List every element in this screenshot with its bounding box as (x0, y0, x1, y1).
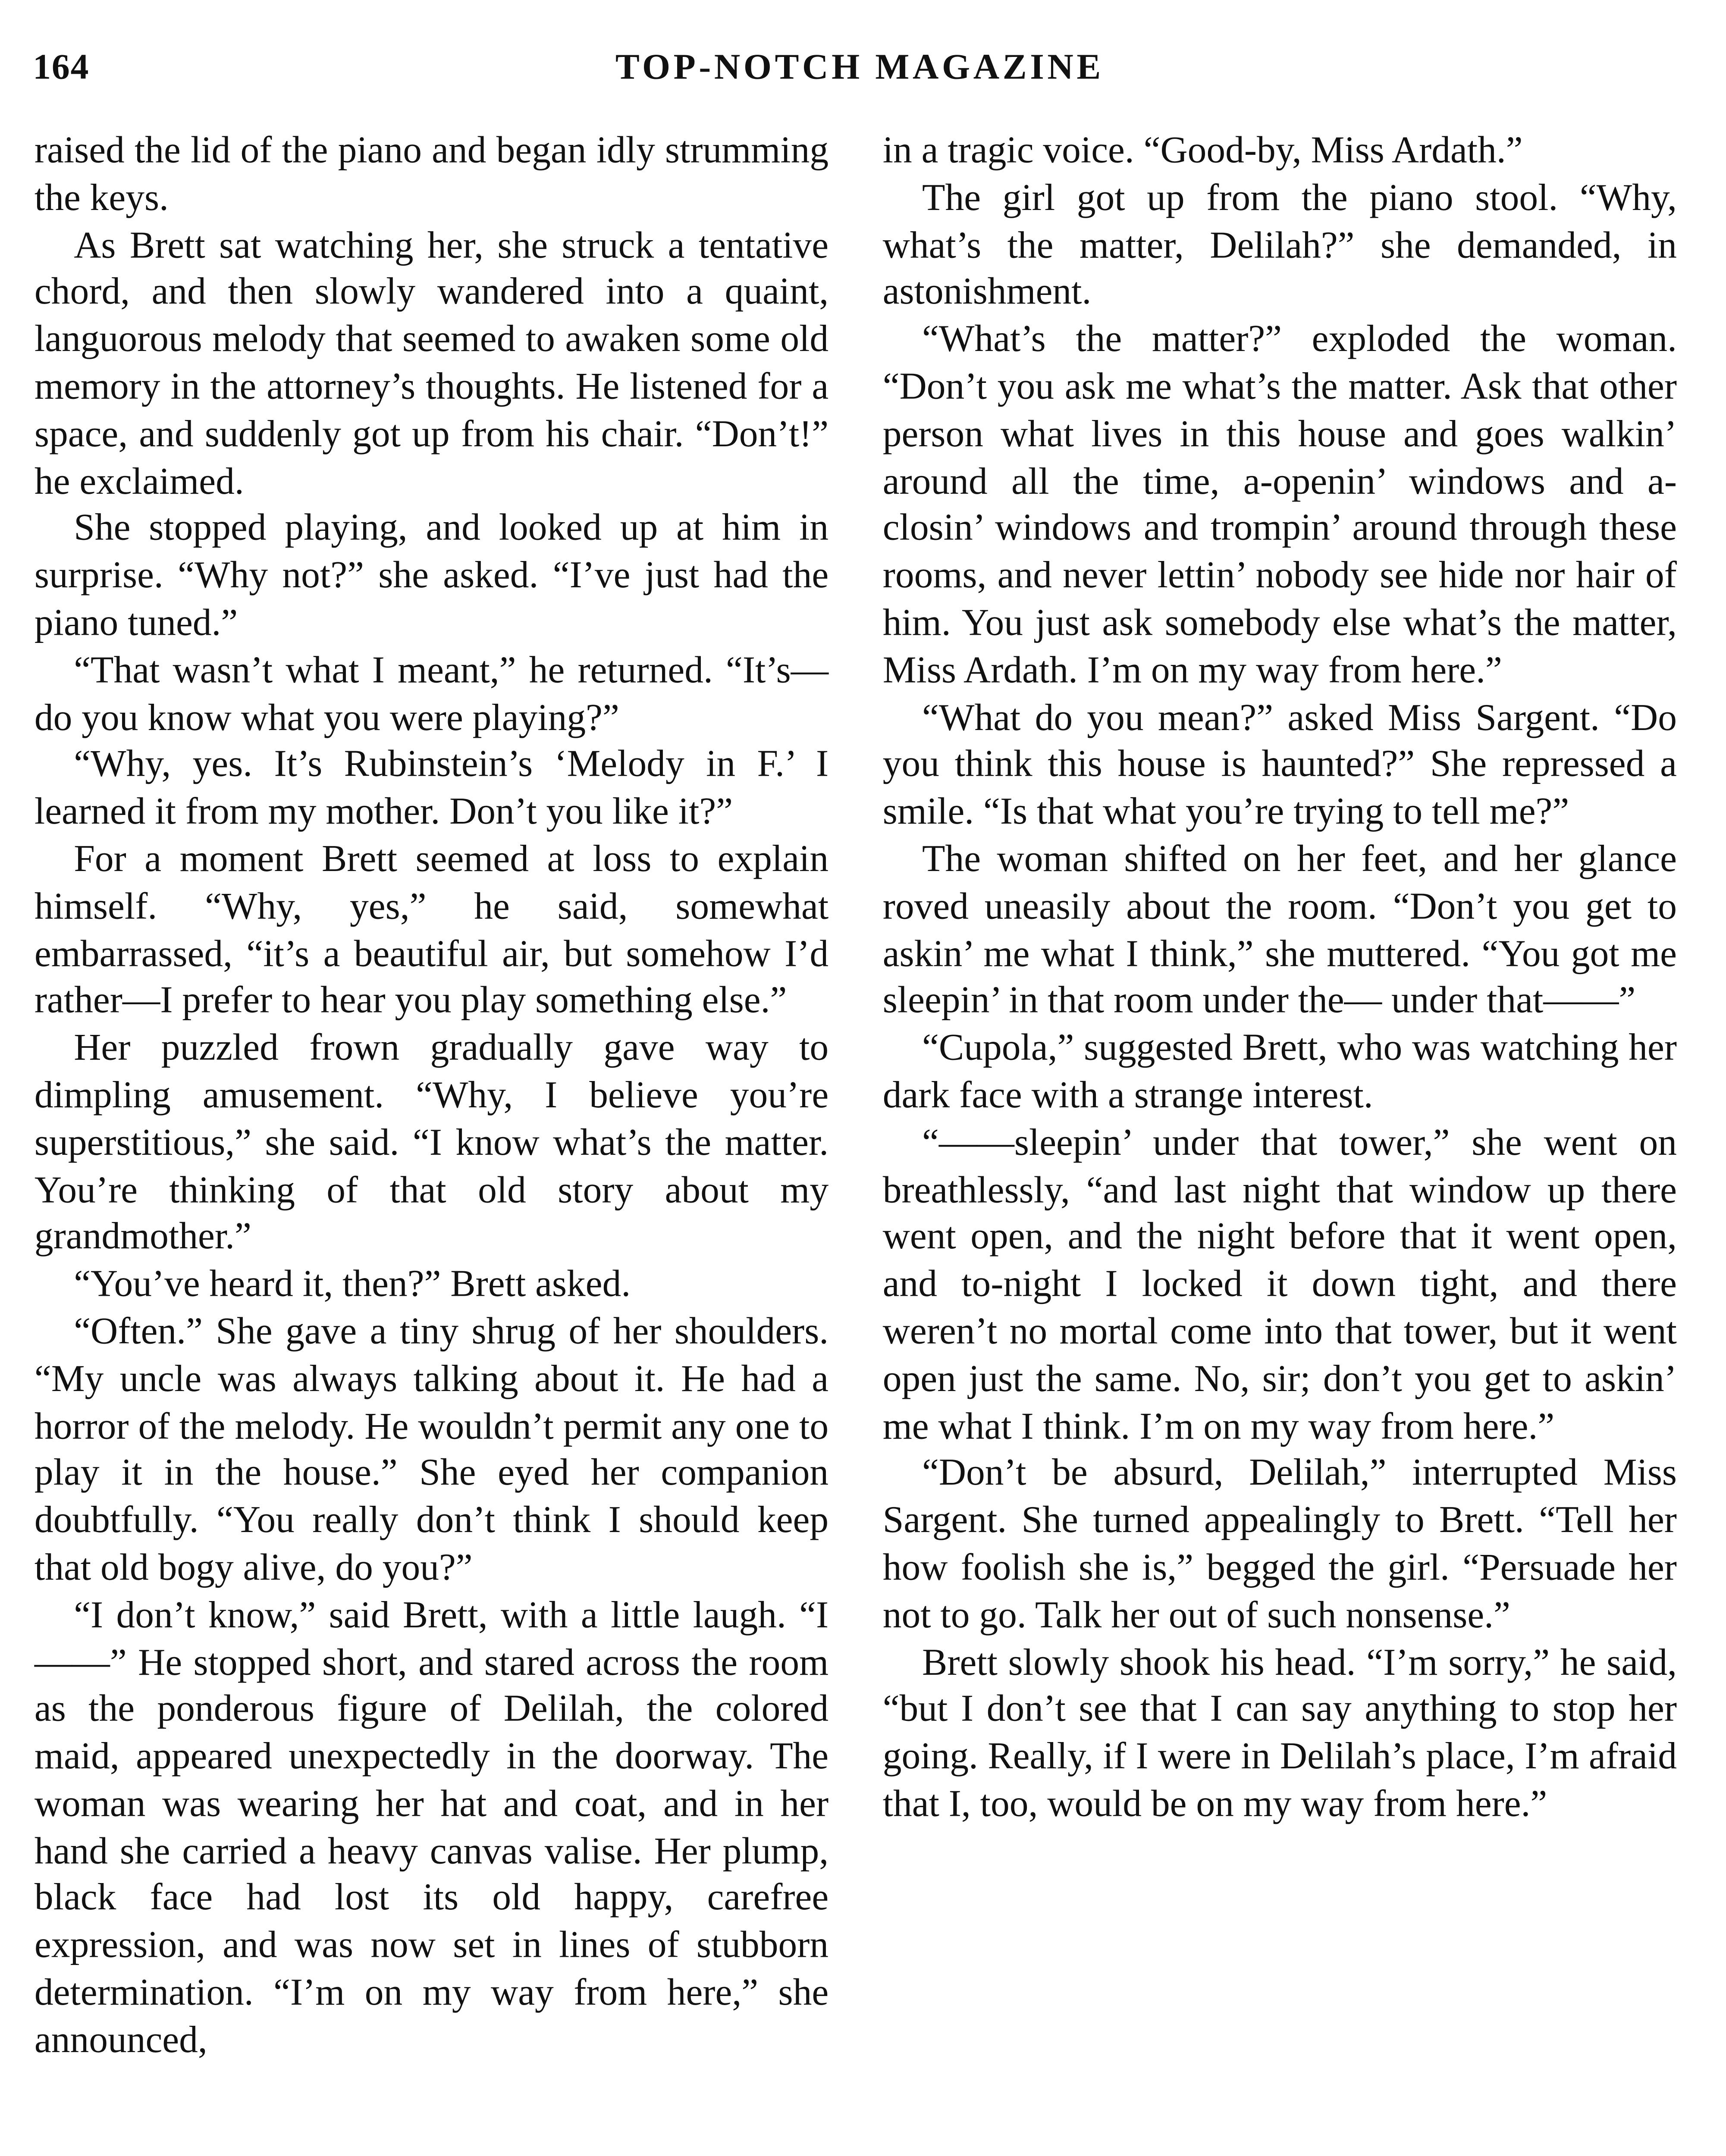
paragraph: Her puzzled frown gradually gave way to dimpling amusement. “Why, I believe you’re superstitious,” she said. “I know what’s the matter. You’re thinking of that old story about my grandmother.” (34, 1027, 829, 1257)
running-head: TOP-NOTCH MAGAZINE (615, 46, 1104, 87)
page-number: 164 (33, 46, 90, 87)
right-column (883, 128, 1677, 1829)
paragraph: “——sleepin’ under that tower,” she went on breathlessly, “and last night that window up there went open, and the night before that it went open, and to-night I locked it down tight, and there weren’t no mortal come into that tower, but it went open just the same. No, sir; don’t you get to askin’ me what I think. I’m on my way from here.” (882, 1122, 1677, 1446)
paragraph: The woman shifted on her feet, and her glance roved uneasily about the room. “Don’t you get to askin’ me what I think,” she muttered. “You got me sleepin’ in that room under the— under that——” (882, 838, 1677, 1021)
paragraph: “You’ve heard it, then?” Brett asked. (74, 1263, 631, 1304)
paragraph: She stopped playing, and looked up at him in surprise. “Why not?” she asked. “I’ve just had the piano tuned.” (34, 507, 829, 643)
paragraph: Brett slowly shook his head. “I’m sorry,” he said, “but I don’t see that I can say anything to stop her going. Really, if I were in Delilah’s place, I’m afraid that I, too, would be on my way from here.” (882, 1641, 1677, 1824)
paragraph: “Cupola,” suggested Brett, who was watching her dark face with a strange interest. (882, 1027, 1677, 1116)
paragraph: “Don’t be absurd, Delilah,” interrupted Miss Sargent. She turned appealingly to Brett. “Tell her how foolish she is,” begged the girl. “Persuade her not to go. Talk her out of such nonsense.” (882, 1452, 1677, 1635)
paragraph: “That wasn’t what I meant,” he returned. “It’s—do you know what you were playing?” (34, 649, 829, 738)
paragraph: raised the lid of the piano and began idly strumming the keys. (34, 129, 829, 218)
paragraph: “What’s the matter?” exploded the woman. “Don’t you ask me what’s the matter. Ask that other person what lives in this house and goes walkin’ around all the time, a-openin’ windows and a-closin’ windows and trompin’ around through these rooms, and never lettin’ nobody see hide nor hair of him. You just ask somebody else what’s the matter, Miss Ardath. I’m on my way from here.” (882, 318, 1677, 690)
paragraph: “Why, yes. It’s Rubinstein’s ‘Melody in F.’ I learned it from my mother. Don’t you like it?” (34, 743, 829, 832)
paragraph: The girl got up from the piano stool. “Why, what’s the matter, Delilah?” she demanded, in astonishment. (882, 177, 1677, 313)
left-column (35, 128, 828, 2065)
paragraph: As Brett sat watching her, she struck a tentative chord, and then slowly wandered into a quaint, languorous melody that seemed to awaken some old memory in the attorney’s thoughts. He listened for a space, and suddenly got up from his chair. “Don’t!” he exclaimed. (34, 224, 829, 501)
paragraph: For a moment Brett seemed at loss to explain himself. “Why, yes,” he said, somewhat embarrassed, “it’s a beautiful air, but somehow I’d rather—I prefer to hear you play something else.” (34, 838, 829, 1021)
paragraph: “I don’t know,” said Brett, with a little laugh. “I——” He stopped short, and stared across the room as the ponderous figure of Delilah, the colored maid, appeared unexpectedly in the doorway. The woman was wearing her hat and coat, and in her hand she carried a heavy canvas valise. Her plump, black face had lost its old happy, carefree expression, and was now set in lines of stubborn determination. “I’m on my way from here,” she announced, (34, 1594, 829, 2060)
paragraph: “What do you mean?” asked Miss Sargent. “Do you think this house is haunted?” She repressed a smile. “Is that what you’re trying to tell me?” (882, 696, 1677, 832)
page-header (33, 46, 1687, 99)
paragraph: “Often.” She gave a tiny shrug of her shoulders. “My uncle was always talking about it. He had a horror of the melody. He wouldn’t permit any one to play it in the house.” She eyed her companion doubtfully. “You really don’t think I should keep that old bogy alive, do you?” (34, 1310, 829, 1588)
paragraph: in a tragic voice. “Good-by, Miss Ardath.” (882, 129, 1523, 171)
